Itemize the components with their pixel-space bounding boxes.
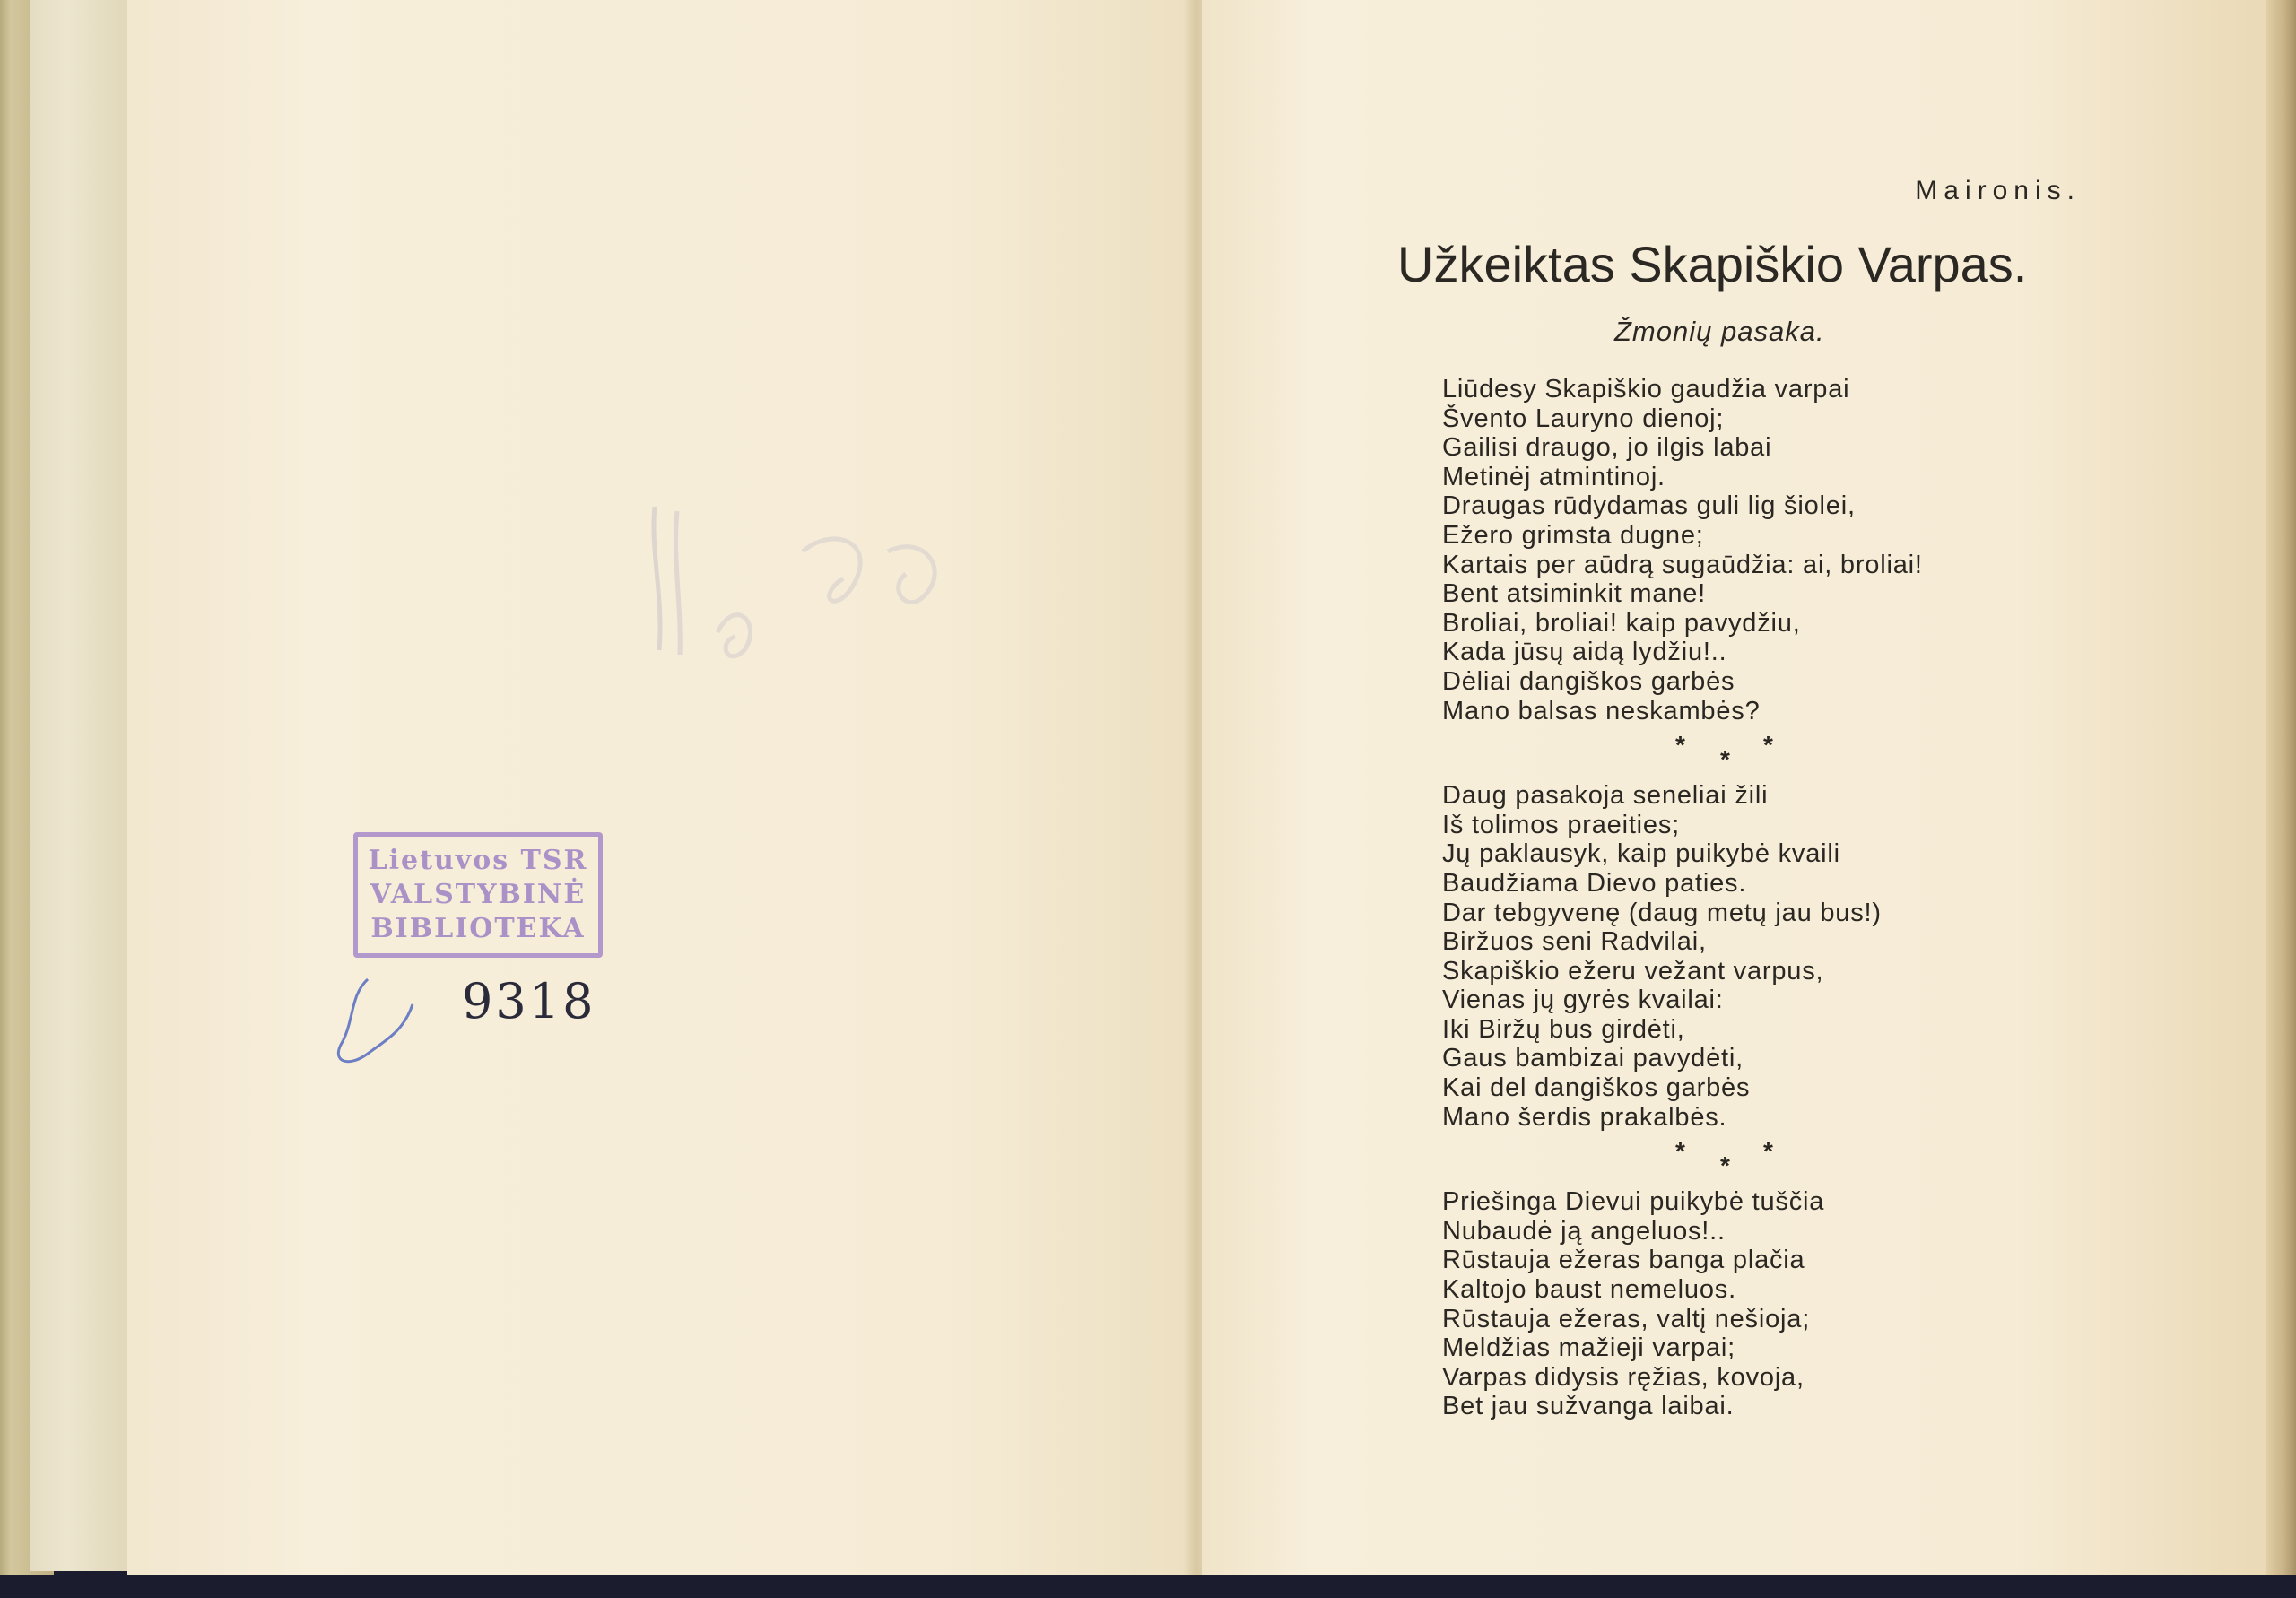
- stanza-1: [1442, 375, 2231, 725]
- poem-line: Rūstauja ežeras, valtį nešioja;: [1442, 1304, 1811, 1333]
- author-name: Maironis.: [1915, 176, 2081, 205]
- accession-number: 9318: [462, 973, 596, 1029]
- poem-line: Gailisi draugo, jo ilgis labai: [1442, 433, 1772, 463]
- asterisk: *: [1720, 1151, 1731, 1180]
- asterisk: *: [1763, 731, 1774, 760]
- poem-line: Bet jau sužvanga laibai.: [1442, 1392, 1735, 1421]
- poem-line: Kaltojo baust nemeluos.: [1442, 1275, 1736, 1305]
- page-edge: [2266, 0, 2296, 1580]
- poem-title: Užkeiktas Skapiškio Varpas.: [1397, 236, 2028, 292]
- poem-line: Dar tebgyvenę (daug metų jau bus!): [1442, 898, 1882, 927]
- stanza-separator: [1442, 725, 2231, 781]
- poem-line: Skapiškio ežeru vežant varpus,: [1442, 956, 1824, 986]
- poem-line: Kai del dangiškos garbės: [1442, 1073, 1751, 1103]
- asterisk: *: [1720, 745, 1731, 774]
- poem-line: Biržuos seni Radvilai,: [1442, 927, 1707, 957]
- poem-line: Daug pasakoja seneliai žili: [1442, 781, 1769, 811]
- asterisk: *: [1675, 1137, 1686, 1166]
- poem-line: Iki Biržų bus girdėti,: [1442, 1014, 1685, 1044]
- poem-line: Baudžiama Dievo paties.: [1442, 868, 1747, 898]
- poem-line: Mano balsas neskambės?: [1442, 696, 1761, 725]
- poem-line: Rūstauja ežeras banga plačia: [1442, 1246, 1805, 1275]
- stamp-line: BIBLIOTEKA: [370, 913, 586, 944]
- handwritten-ink-mark: [323, 968, 430, 1076]
- poem-line: Kartais per aūdrą sugaūdžia: ai, broliai!: [1442, 550, 1923, 579]
- poem-line: Mano šerdis prakalbės.: [1442, 1102, 1727, 1132]
- poem-line: Vienas jų gyrės kvailai:: [1442, 986, 1724, 1015]
- poem-line: Varpas didysis ręžias, kovoja,: [1442, 1362, 1805, 1392]
- poem-line: Bent atsiminkit mane!: [1442, 579, 1707, 609]
- poem-line: Dėliai dangiškos garbės: [1442, 666, 1735, 696]
- poem-body: [1442, 375, 2231, 1421]
- poem-line: Ežero grimsta dugne;: [1442, 520, 1704, 550]
- poem-line: Švento Lauryno dienoj;: [1442, 404, 1725, 433]
- poem-subtitle: Žmonių pasaka.: [1614, 316, 1825, 347]
- stanza-2: [1442, 781, 2231, 1132]
- poem-line: Broliai, broliai! kaip pavydžiu,: [1442, 608, 1801, 638]
- pencil-shelf-mark: [610, 489, 987, 686]
- stanza-3: [1442, 1187, 2231, 1421]
- stamp-line: Lietuvos TSR: [368, 845, 588, 876]
- poem-line: Draugas rūdydamas guli lig šiolei,: [1442, 491, 1856, 521]
- endpaper-strip: [30, 0, 129, 1571]
- poem-line: Priešinga Dievui puikybė tuščia: [1442, 1187, 1825, 1217]
- stamp-line: VALSTYBINĖ: [370, 879, 587, 910]
- poem-line: Meldžias mažieji varpai;: [1442, 1333, 1736, 1363]
- poem-line: Gaus bambizai pavydėti,: [1442, 1044, 1744, 1073]
- poem-line: Iš tolimos praeities;: [1442, 810, 1680, 839]
- poem-line: Nubaudė ją angeluos!..: [1442, 1216, 1726, 1246]
- poem-line: Metinėj atmintinoj.: [1442, 462, 1665, 491]
- asterisk: *: [1675, 731, 1686, 760]
- stanza-separator: [1442, 1132, 2231, 1187]
- scan-background: [0, 1575, 2296, 1598]
- library-stamp: [353, 832, 603, 958]
- poem-line: Kada jūsų aidą lydžiu!..: [1442, 638, 1727, 667]
- asterisk: *: [1763, 1137, 1774, 1166]
- left-page: [127, 0, 1200, 1576]
- poem-line: Jų paklausyk, kaip puikybė kvaili: [1442, 839, 1840, 869]
- poem-line: Liūdesy Skapiškio gaudžia varpai: [1442, 375, 1850, 404]
